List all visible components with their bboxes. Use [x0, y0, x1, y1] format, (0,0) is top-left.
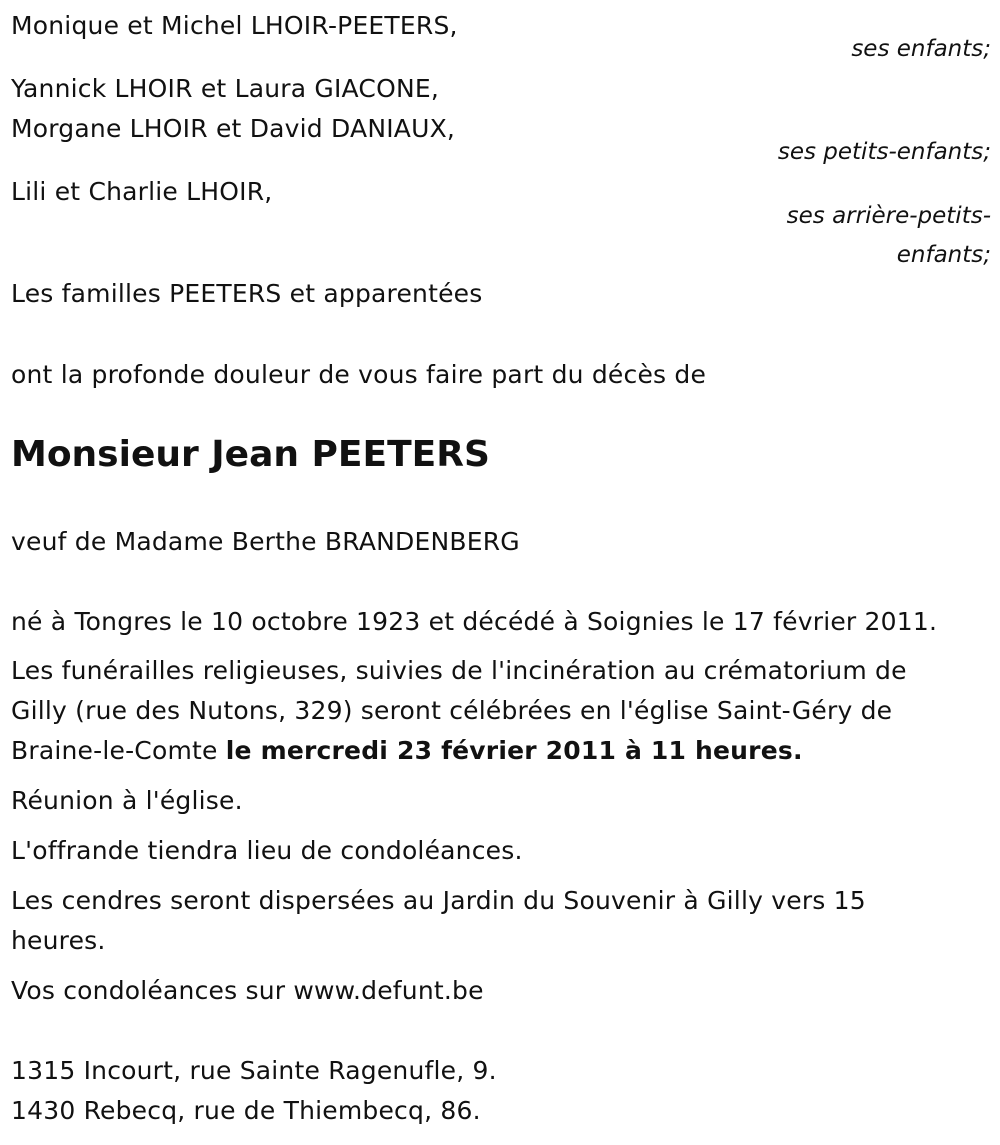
children-role: ses enfants; — [851, 36, 991, 62]
ashes-line-1: Les cendres seront dispersées au Jardin du Souvenir à Gilly vers 15 — [11, 886, 866, 915]
ashes-line-2: heures. — [11, 926, 106, 955]
announcement-text: ont la profonde douleur de vous faire part du décès de — [11, 360, 707, 389]
grandchild-line-1: Yannick LHOIR et Laura GIACONE, — [11, 74, 440, 103]
children-names: Monique et Michel LHOIR-PEETERS, — [11, 11, 458, 40]
funeral-place: Braine-le-Comte — [11, 736, 226, 765]
birth-death-text: né à Tongres le 10 octobre 1923 et décédé à Soignies le 17 février 2011. — [11, 607, 938, 636]
grandchildren-role: ses petits-enfants; — [777, 139, 991, 165]
meeting-text: Réunion à l'église. — [11, 786, 243, 815]
ashes-paragraph — [11, 881, 866, 961]
offering-text: L'offrande tiendra lieu de condoléances. — [11, 836, 523, 865]
funeral-date: le mercredi 23 février 2011 à 11 heures. — [225, 736, 803, 765]
great-grandchildren-role-line-2: enfants; — [896, 242, 991, 268]
deceased-name: Monsieur Jean PEETERS — [11, 434, 490, 475]
funeral-paragraph — [11, 651, 907, 771]
funeral-line-2: Gilly (rue des Nutons, 329) seront célébrées en l'église Saint-Géry de — [11, 696, 893, 725]
funeral-line-3 — [11, 731, 907, 771]
grandchild-line-2: Morgane LHOIR et David DANIAUX, — [11, 114, 456, 143]
funeral-line-1: Les funérailles religieuses, suivies de l'incinération au crématorium de — [11, 656, 907, 685]
widower-of-text: veuf de Madame Berthe BRANDENBERG — [11, 527, 520, 556]
condolences-text: Vos condoléances sur www.defunt.be — [11, 976, 484, 1005]
families-line: Les familles PEETERS et apparentées — [11, 279, 483, 308]
address-line-2: 1430 Rebecq, rue de Thiembecq, 86. — [11, 1096, 481, 1125]
great-grandchildren-names: Lili et Charlie LHOIR, — [11, 177, 273, 206]
address-line-1: 1315 Incourt, rue Sainte Ragenufle, 9. — [11, 1056, 497, 1085]
great-grandchildren-role-line-1: ses arrière-petits- — [786, 203, 991, 229]
